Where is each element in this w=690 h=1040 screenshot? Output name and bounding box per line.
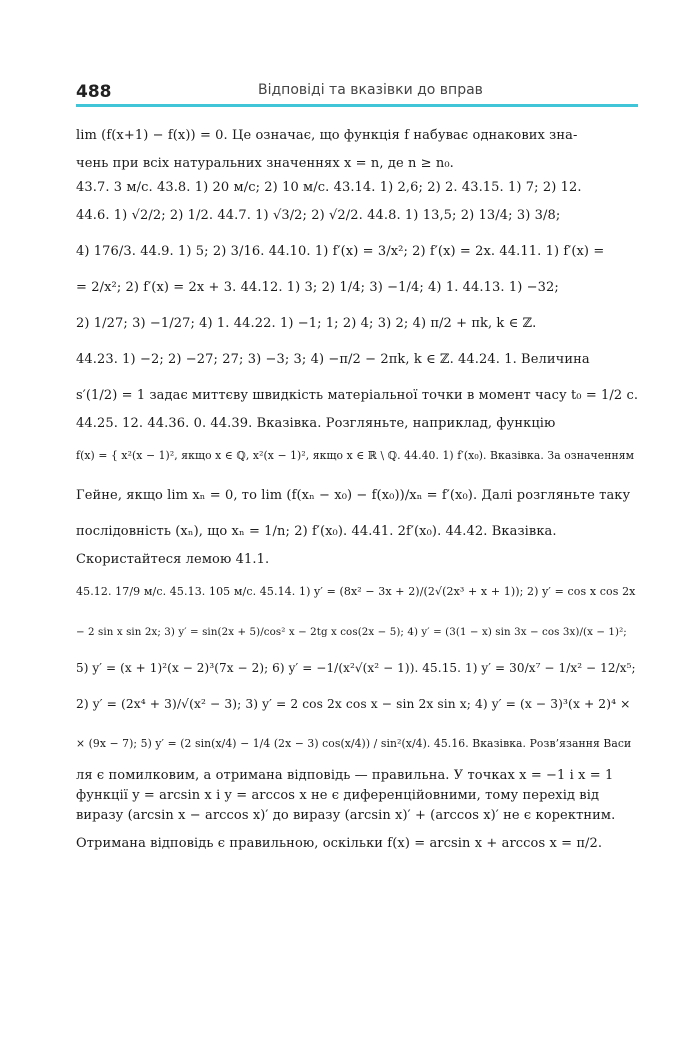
text-line: 4) 176/3. 44.9. 1) 5; 2) 3/16. 44.10. 1) f′(x) = 3/x²; 2) f′(x) = 2x. 44.11. 1) f′(x) =	[76, 244, 605, 259]
text-line: Отримана відповідь є правильною, оскільки f(x) = arcsin x + arccos x = π/2.	[76, 836, 603, 851]
text-line: 43.7. 3 м/с. 43.8. 1) 20 м/с; 2) 10 м/с. 43.14. 1) 2,6; 2) 2. 43.15. 1) 7; 2) 12.	[76, 180, 582, 195]
text-line: функції y = arcsin x і y = arccos x не є диференційовними, тому перехід від	[76, 788, 600, 803]
text-line: ля є помилковим, а отримана відповідь — правильна. У точках x = −1 і x = 1	[76, 768, 614, 783]
text-line: s′(1/2) = 1 задає миттєву швидкість матеріальної точки в момент часу t₀ = 1/2 с.	[76, 388, 638, 403]
text-line: f(x) = { x²(x − 1)², якщо x ∈ ℚ, x²(x − 1)², якщо x ∈ ℝ \ ℚ. 44.40. 1) f′(x₀). Вказівка. За означенням	[76, 449, 635, 462]
text-line: 2) y′ = (2x⁴ + 3)/√(x² − 3); 3) y′ = 2 cos 2x cos x − sin 2x sin x; 4) y′ = (x − 3)³(x + 2)⁴ ×	[76, 697, 631, 711]
text-line: Скористайтеся лемою 41.1.	[76, 552, 270, 567]
text-line: lim (f(x+1) − f(x)) = 0. Це означає, що функція f набуває однакових зна-	[76, 128, 578, 143]
text-line: 2) 1/27; 3) −1/27; 4) 1. 44.22. 1) −1; 1; 2) 4; 3) 2; 4) π/2 + πk, k ∈ ℤ.	[76, 316, 537, 331]
page-header	[76, 80, 638, 104]
text-line: 45.12. 17/9 м/с. 45.13. 105 м/с. 45.14. 1) y′ = (8x² − 3x + 2)/(2√(2x³ + x + 1)); 2) y′ = cos x cos 2x	[76, 585, 636, 598]
page-number: 488	[76, 82, 112, 102]
text-line: послідовність (xₙ), що xₙ = 1/n; 2) f′(x₀). 44.41. 2f′(x₀). 44.42. Вказівка.	[76, 524, 557, 539]
text-line: × (9x − 7); 5) y′ = (2 sin(x/4) − 1/4 (2x − 3) cos(x/4)) / sin²(x/4). 45.16. Вказівка. Розв’язання Васи	[76, 737, 632, 750]
text-line: 5) y′ = (x + 1)²(x − 2)³(7x − 2); 6) y′ = −1/(x²√(x² − 1)). 45.15. 1) y′ = 30/x⁷ − 1/x² − 12/x⁵;	[76, 661, 636, 675]
text-line: − 2 sin x sin 2x; 3) y′ = sin(2x + 5)/cos² x − 2tg x cos(2x − 5); 4) y′ = (3(1 − x) sin 3x − cos 3x)/(x − 1)²;	[76, 626, 627, 638]
header-rule	[76, 104, 638, 107]
text-line: 44.25. 12. 44.36. 0. 44.39. Вказівка. Розгляньте, наприклад, функцію	[76, 416, 556, 431]
text-line: = 2/x²; 2) f′(x) = 2x + 3. 44.12. 1) 3; 2) 1/4; 3) −1/4; 4) 1. 44.13. 1) −32;	[76, 280, 559, 295]
text-line: 44.6. 1) √2/2; 2) 1/2. 44.7. 1) √3/2; 2) √2/2. 44.8. 1) 13,5; 2) 13/4; 3) 3/8;	[76, 208, 561, 223]
text-line: Гейне, якщо lim xₙ = 0, то lim (f(xₙ − x₀) − f(x₀))/xₙ = f′(x₀). Далі розгляньте таку	[76, 488, 631, 503]
running-title: Відповіді та вказівки до вправ	[258, 82, 483, 98]
text-line: 44.23. 1) −2; 2) −27; 27; 3) −3; 3; 4) −π/2 − 2πk, k ∈ ℤ. 44.24. 1. Величина	[76, 352, 590, 367]
text-line: виразу (arcsin x − arccos x)′ до виразу (arcsin x)′ + (arccos x)′ не є коректним.	[76, 808, 616, 823]
answers-text	[76, 118, 638, 862]
text-line: чень при всіх натуральних значеннях x = n, де n ≥ n₀.	[76, 156, 454, 171]
